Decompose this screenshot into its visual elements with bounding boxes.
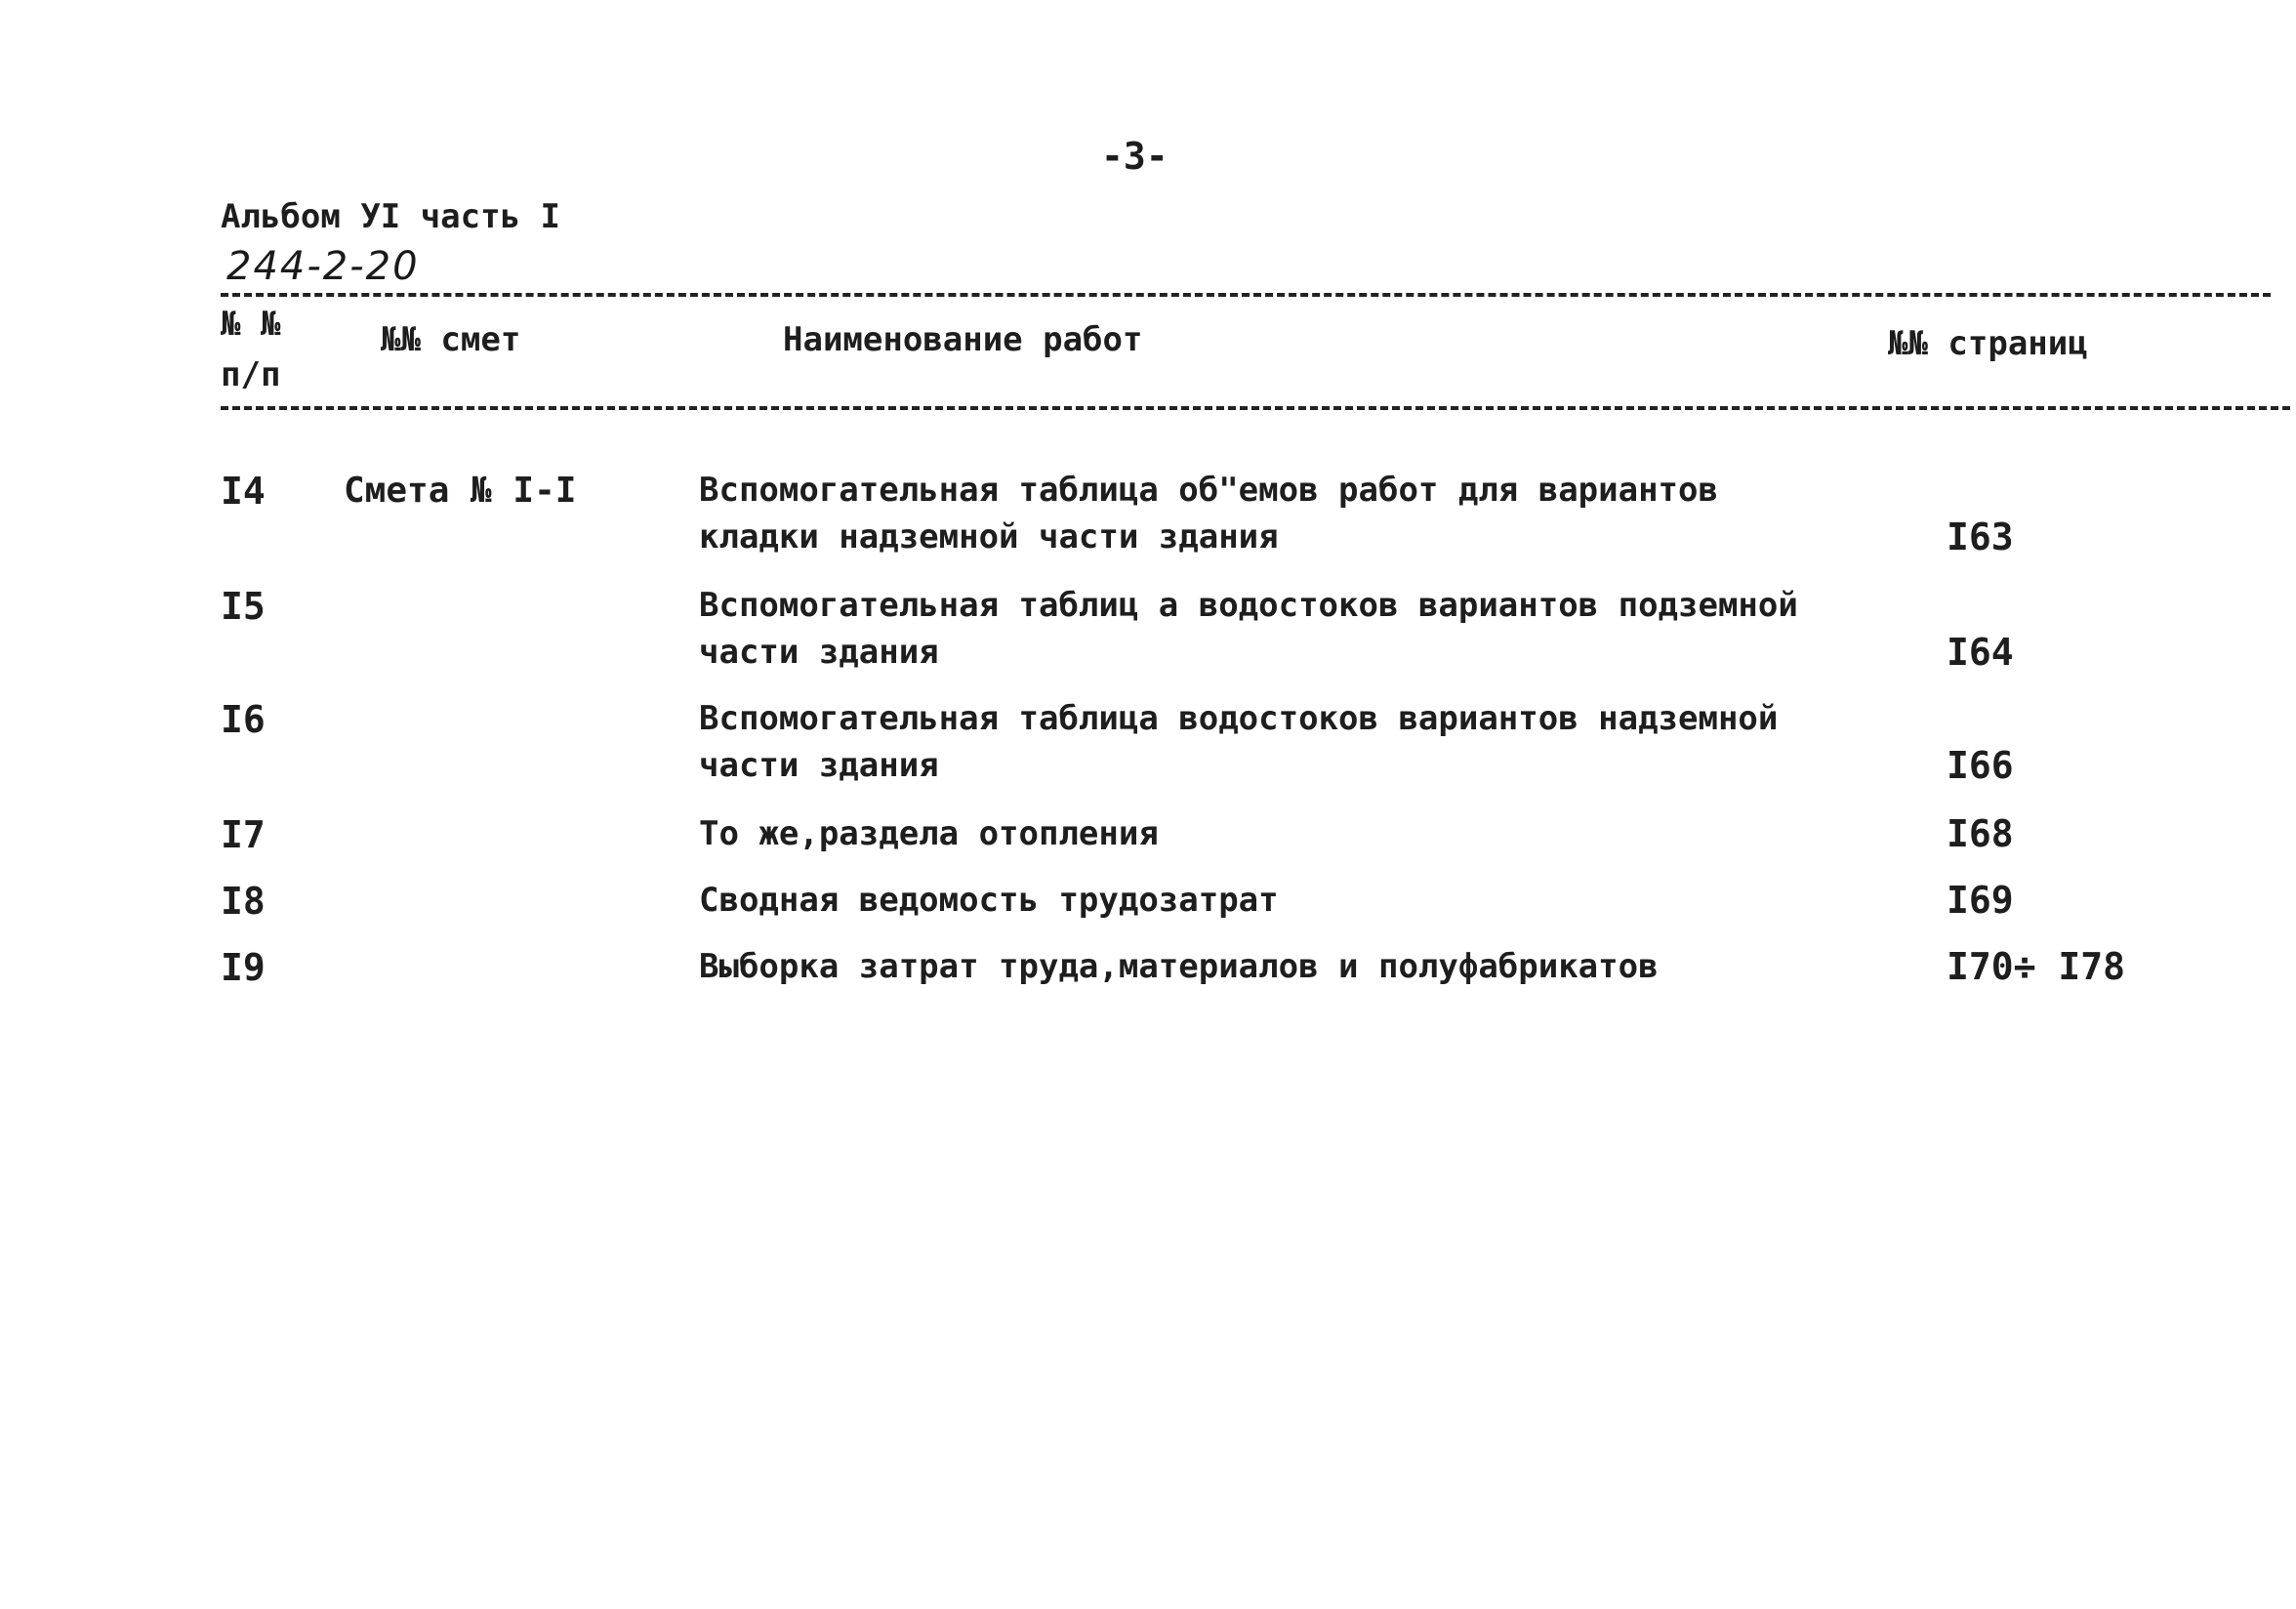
header-number-column: № № п/п — [221, 305, 281, 394]
row-number: I5 — [221, 585, 266, 628]
header-estimates-column: №№ смет — [381, 320, 521, 359]
row-number: I7 — [221, 813, 266, 856]
header-pages-column: №№ страниц — [1888, 324, 2088, 363]
row-pages: I64 — [1947, 631, 2014, 674]
row-work-name: Сводная ведомость трудозатрат — [699, 881, 1279, 920]
document-code: 244-2-20 — [226, 244, 420, 289]
row-estimate: Смета № I-I — [344, 471, 577, 511]
row-work-name: Вспомогательная таблица водостоков вариантов надземной части здания — [699, 699, 1779, 785]
row-number: I9 — [221, 946, 266, 989]
row-number: I6 — [221, 698, 266, 741]
header-name-column: Наименование работ — [783, 320, 1143, 359]
row-work-name: Вспомогательная таблиц а водостоков вариантов подземной части здания — [699, 586, 1798, 672]
row-pages: I68 — [1947, 812, 2014, 855]
header-bottom-divider — [221, 406, 2290, 410]
row-work-name: Выборка затрат труда,материалов и полуфабрикатов — [699, 947, 1659, 986]
row-number: I4 — [221, 470, 266, 513]
table-top-divider — [221, 293, 2271, 297]
row-number: I8 — [221, 880, 266, 923]
row-pages: I70÷ I78 — [1947, 945, 2126, 988]
row-work-name: То же,раздела отопления — [699, 814, 1159, 853]
row-pages: I66 — [1947, 744, 2014, 787]
album-title: Альбом УI часть I — [221, 197, 560, 236]
page-number: -3- — [1101, 135, 1168, 178]
row-work-name: Вспомогательная таблица об"емов работ для вариантов кладки надземной части здания — [699, 471, 1718, 557]
row-pages: I63 — [1947, 516, 2014, 558]
row-pages: I69 — [1947, 879, 2014, 922]
